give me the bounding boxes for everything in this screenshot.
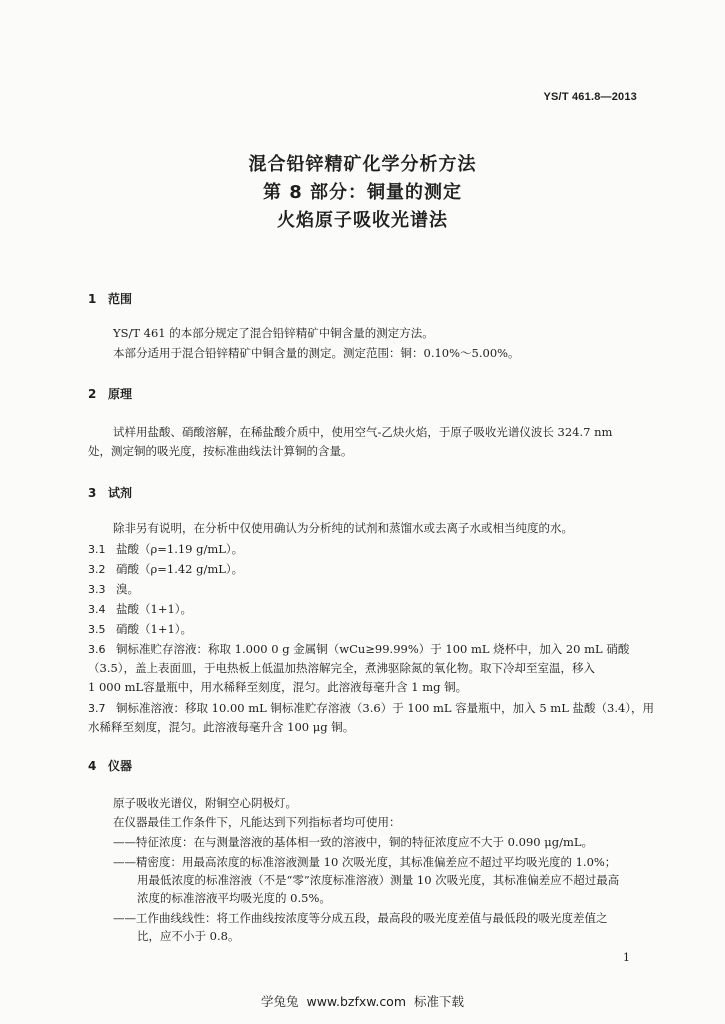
item-text: 盐酸（ρ=1.19 g/mL）。 <box>116 542 244 556</box>
section-2-heading <box>88 385 132 402</box>
item-text: 溴。 <box>116 582 139 596</box>
reagent-item <box>88 561 243 578</box>
apparatus-criterion-3-line-2: 比，应不小于 0.8。 <box>137 929 240 943</box>
section-title: 范围 <box>108 292 133 306</box>
page-number: 1 <box>623 951 630 964</box>
reagents-intro: 除非另有说明，在分析中仅使用确认为分析纯的试剂和蒸馏水或去离子水或相当纯度的水。 <box>113 521 573 535</box>
item-number: 3.3 <box>88 583 106 596</box>
reagent-item <box>88 621 192 638</box>
item-number: 3.6 <box>88 643 106 656</box>
item-text: 硝酸（ρ=1.42 g/mL）。 <box>116 562 244 576</box>
document-title-line3: 火焰原子吸收光谱法 <box>277 210 448 231</box>
section-4-heading <box>88 757 132 774</box>
reagent-item <box>88 581 139 598</box>
item-text: 铜标准贮存溶液：称取 1.000 0 g 金属铜（wCu≥99.99%）于 100 mL 烧杯中，加入 20 mL 硝酸 <box>116 642 630 656</box>
reagent-3-7-line-2: 水稀释至刻度，混匀。此溶液每毫升含 100 μg 铜。 <box>88 720 355 734</box>
reagent-item-3-6 <box>88 641 629 658</box>
standard-code: YS/T 461.8—2013 <box>543 91 637 103</box>
apparatus-paragraph-1: 原子吸收光谱仪，附铜空心阴极灯。 <box>113 796 297 810</box>
apparatus-criterion-2-line-1: ——精密度：用最高浓度的标准溶液测量 10 次吸光度，其标准偏差应不超过平均吸光度的 1.0%； <box>113 855 617 869</box>
reagent-3-6-line-2: （3.5），盖上表面皿，于电热板上低温加热溶解完全，煮沸驱除氮的氧化物。取下冷却至室温，移入 <box>88 661 596 675</box>
item-number: 3.7 <box>88 702 106 715</box>
section-1-heading <box>88 290 132 307</box>
section-title: 原理 <box>108 387 133 401</box>
footer-watermark: 学兔兔 www.bzfxw.com 标准下载 <box>261 994 464 1009</box>
reagent-item-3-7 <box>88 700 654 717</box>
section-3-heading <box>88 484 132 501</box>
section-number: 4 <box>88 759 97 773</box>
item-text: 盐酸（1+1）。 <box>116 602 193 616</box>
item-text: 铜标准溶液：移取 10.00 mL 铜标准贮存溶液（3.6）于 100 mL 容量瓶中，加入 5 mL 盐酸（3.4），用 <box>116 701 655 715</box>
reagent-item <box>88 601 192 618</box>
section-title: 试剂 <box>108 486 133 500</box>
apparatus-criterion-3-line-1: ——工作曲线线性：将工作曲线按浓度等分成五段，最高段的吸光度差值与最低段的吸光度差值之 <box>113 911 608 925</box>
apparatus-criterion-2-line-2: 用最低浓度的标准溶液（不是“零”浓度标准溶液）测量 10 次吸光度，其标准偏差应不超过最高 <box>137 873 620 887</box>
section-title: 仪器 <box>108 759 133 773</box>
reagent-3-6-line-3: 1 000 mL容量瓶中，用水稀释至刻度，混匀。此溶液每毫升含 1 mg 铜。 <box>88 680 468 694</box>
item-number: 3.2 <box>88 563 106 576</box>
principle-line-2: 处，测定铜的吸光度，按标准曲线法计算铜的含量。 <box>88 444 353 458</box>
item-number: 3.1 <box>88 543 106 556</box>
document-title-line2: 第 8 部分：铜量的测定 <box>262 182 463 203</box>
principle-line-1: 试样用盐酸、硝酸溶解，在稀盐酸介质中，使用空气-乙炔火焰，于原子吸收光谱仪波长 324.7 nm <box>113 425 613 439</box>
item-number: 3.5 <box>88 623 106 636</box>
apparatus-criterion-1: ——特征浓度：在与测量溶液的基体相一致的溶液中，铜的特征浓度应不大于 0.090 μg/mL。 <box>113 835 593 849</box>
apparatus-criterion-2-line-3: 浓度的标准溶液平均吸光度的 0.5%。 <box>137 891 331 905</box>
section-number: 1 <box>88 292 97 306</box>
section-number: 3 <box>88 486 97 500</box>
document-title-line1: 混合铅锌精矿化学分析方法 <box>248 154 477 175</box>
apparatus-paragraph-2: 在仪器最佳工作条件下，凡能达到下列指标者均可使用： <box>113 815 401 829</box>
scope-paragraph-1: YS/T 461 的本部分规定了混合铅锌精矿中铜含量的测定方法。 <box>113 326 434 340</box>
section-number: 2 <box>88 387 97 401</box>
reagent-item <box>88 541 243 558</box>
item-number: 3.4 <box>88 603 106 616</box>
scope-paragraph-2: 本部分适用于混合铅锌精矿中铜含量的测定。测定范围：铜：0.10%～5.00%。 <box>113 346 520 360</box>
item-text: 硝酸（1+1）。 <box>116 622 193 636</box>
